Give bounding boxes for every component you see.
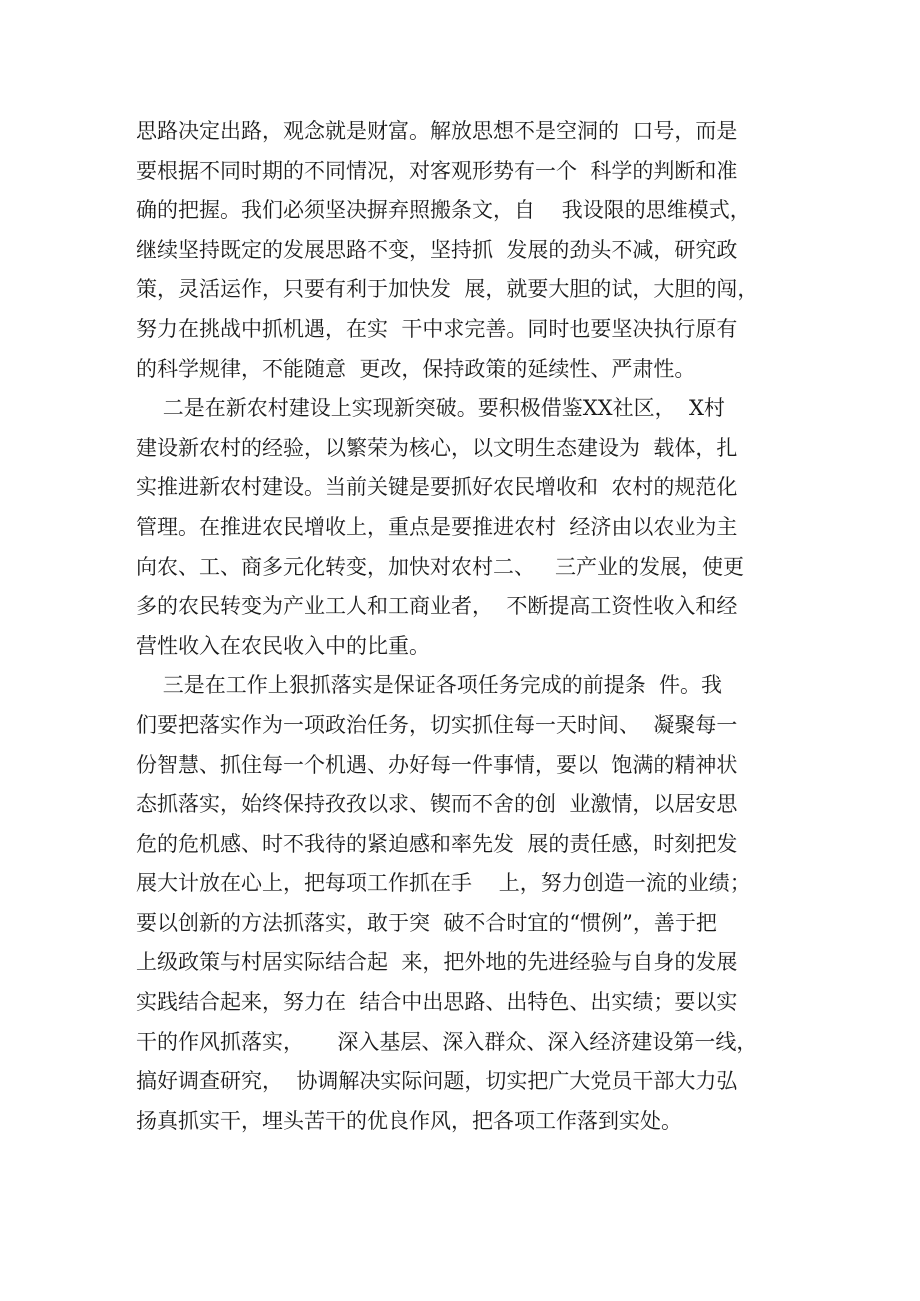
text-line: 展大计放在心上，把每项工作抓在手 上，努力创造一流的业绩； xyxy=(136,871,751,896)
paragraph-3 xyxy=(136,666,808,1141)
text-line: 态抓落实，始终保持孜孜以求、锲而不舍的创 业激情，以居安思 xyxy=(136,792,738,817)
text-line: 建设新农村的经验，以繁荣为核心，以文明生态建设为 载体，扎 xyxy=(136,435,738,460)
paragraph-1 xyxy=(136,112,808,389)
text-line: 思路决定出路，观念就是财富。解放思想不是空洞的 口号，而是 xyxy=(136,119,738,143)
text-line: 努力在挑战中抓机遇，在实 干中求完善。同时也要坚决执行原有 xyxy=(136,316,738,341)
text-line: 确的把握。我们必须坚决摒弃照搬条文，自 我设限的思维模式， xyxy=(136,198,751,223)
text-line: 份智慧、抓住每一个机遇、办好每一件事情，要以 饱满的精神状 xyxy=(136,752,738,777)
text-line: 上级政策与村居实际结合起 来，把外地的先进经验与自身的发展 xyxy=(136,950,738,975)
text-line: 干的作风抓落实， 深入基层、深入群众、深入经济建设第一线， xyxy=(136,1029,758,1054)
text-line: 多的农民转变为产业工人和工商业者， 不断提高工资性收入和经 xyxy=(136,594,738,619)
text-line: 二是在新农村建设上实现新突破。要积极借鉴XX社区， X村 xyxy=(136,396,725,421)
text-line: 营性收入在农民收入中的比重。 xyxy=(136,633,430,658)
text-line: 继续坚持既定的发展思路不变，坚持抓 发展的劲头不减，研究政 xyxy=(136,237,738,262)
text-line: 危的危机感、时不我待的紧迫感和率先发 展的责任感，时刻把发 xyxy=(136,831,738,856)
document-body xyxy=(136,112,808,1141)
text-line: 的科学规律，不能随意 更改，保持政策的延续性、严肃性。 xyxy=(136,356,696,381)
text-line: 要根据不同时期的不同情况，对客观形势有一个 科学的判断和准 xyxy=(136,158,738,183)
text-line: 三是在工作上狠抓落实是保证各项任务完成的前提条 件。我 xyxy=(136,673,723,698)
text-line: 管理。在推进农民增收上，重点是要推进农村 经济由以农业为主 xyxy=(136,514,738,539)
text-line: 策，灵活运作，只要有利于加快发 展，就要大胆的试，大胆的闯， xyxy=(136,277,759,302)
text-line: 向农、工、商多元化转变，加快对农村二、 三产业的发展，使更 xyxy=(136,554,745,579)
text-line: 们要把落实作为一项政治任务，切实抓住每一天时间、 凝聚每一 xyxy=(136,712,738,737)
text-line: 搞好调查研究， 协调解决实际问题，切实把广大党员干部大力弘 xyxy=(136,1069,738,1094)
text-line: 实推进新农村建设。当前关键是要抓好农民增收和 农村的规范化 xyxy=(136,475,738,500)
paragraph-2 xyxy=(136,389,808,666)
text-line: 实践结合起来，努力在 结合中出思路、出特色、出实绩；要以实 xyxy=(136,990,738,1015)
text-line: 扬真抓实干，埋头苦干的优良作风，把各项工作落到实处。 xyxy=(136,1108,682,1133)
text-line: 要以创新的方法抓落实，敢于突 破不合时宜的“惯例”，善于把 xyxy=(136,910,717,935)
